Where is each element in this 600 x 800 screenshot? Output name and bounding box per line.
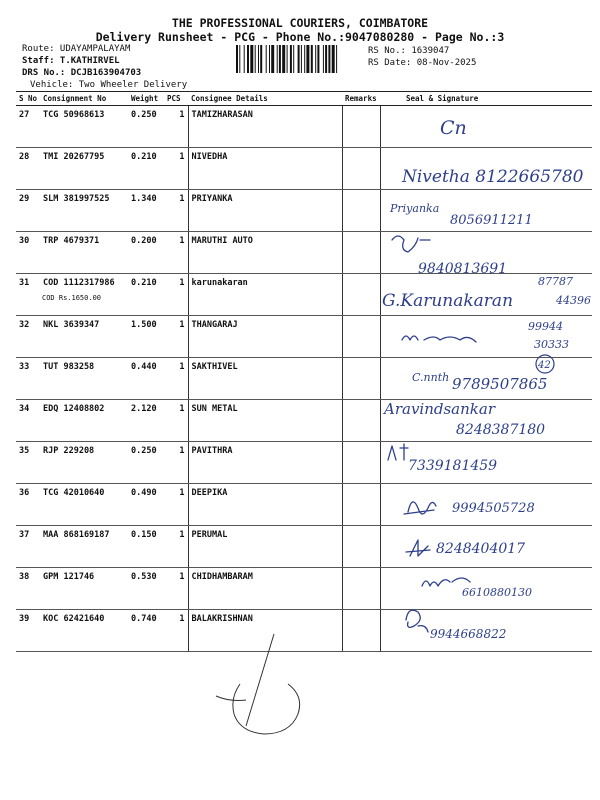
sno-cell: 30 — [16, 232, 40, 274]
sno-cell: 31 — [16, 274, 40, 316]
route-label: Route: UDAYAMPALAYAM — [22, 44, 131, 54]
signature-32-b: 30333 — [534, 338, 569, 351]
signature-27: Cn — [440, 117, 467, 139]
col-consignee: Consignee Details — [188, 92, 342, 106]
sno-cell: 35 — [16, 442, 40, 484]
consignment-cell: KOC 62421640 — [40, 610, 128, 652]
weight-cell: 0.200 — [128, 232, 164, 274]
signature-34-name: Aravindsankar — [384, 400, 495, 418]
sno-cell: 37 — [16, 526, 40, 568]
sno-cell: 36 — [16, 484, 40, 526]
signature-34-phone: 8248387180 — [456, 422, 546, 438]
consignee-cell: PRIYANKA — [188, 190, 342, 232]
signature-31-name: G.Karunakaran — [382, 291, 514, 311]
weight-cell: 0.530 — [128, 568, 164, 610]
pcs-cell: 1 — [164, 274, 188, 316]
signature-36-phone: 9994505728 — [452, 501, 535, 516]
pcs-cell: 1 — [164, 400, 188, 442]
signature-30-scribble — [392, 236, 430, 252]
consignee-cell: BALAKRISHNAN — [188, 610, 342, 652]
consignee-cell: SUN METAL — [188, 400, 342, 442]
weight-cell: 0.250 — [128, 442, 164, 484]
signature-38-scribble — [422, 578, 470, 586]
consignment-cell: TRP 4679371 — [40, 232, 128, 274]
pcs-cell: 1 — [164, 358, 188, 400]
col-remarks: Remarks — [342, 92, 380, 106]
runsheet-subtitle: Delivery Runsheet - PCG - Phone No.:9047080280 - Page No.:3 — [95, 30, 505, 44]
staff-label: Staff: T.KATHIRVEL — [22, 56, 120, 66]
consignment-cell: GPM 121746 — [40, 568, 128, 610]
signature-28: Nivetha 8122665780 — [402, 167, 584, 187]
cod-amount: COD Rs.1650.00 — [42, 294, 102, 302]
col-sno: S No — [16, 92, 40, 106]
signature-36-scribble — [404, 502, 436, 514]
consignee-cell: karunakaran — [188, 274, 342, 316]
faint-seal-stamp — [196, 630, 316, 740]
signature-39-scribble — [406, 610, 428, 632]
signature-32-a: 99944 — [528, 320, 563, 333]
consignment-number: COD 1112317986 — [43, 278, 115, 288]
weight-cell: 0.250 — [128, 106, 164, 148]
sno-cell: 29 — [16, 190, 40, 232]
consignee-cell: THANGARAJ — [188, 316, 342, 358]
consignee-cell: PAVITHRA — [188, 442, 342, 484]
signature-31-c: 44396 — [556, 294, 591, 307]
pcs-cell: 1 — [164, 484, 188, 526]
signature-33-phone: 9789507865 — [452, 375, 548, 393]
weight-cell: 0.210 — [128, 274, 164, 316]
consignment-cell: NKL 3639347 — [40, 316, 128, 358]
rs-date-label: RS Date: 08-Nov-2025 — [368, 58, 477, 68]
col-weight: Weight — [128, 92, 164, 106]
sno-cell: 27 — [16, 106, 40, 148]
signature-35-scribble — [388, 444, 408, 460]
pcs-cell: 1 — [164, 568, 188, 610]
weight-cell: 0.490 — [128, 484, 164, 526]
sno-cell: 32 — [16, 316, 40, 358]
drs-label: DRS No.: DCJB163904703 — [22, 68, 142, 78]
consignee-cell: TAMIZHARASAN — [188, 106, 342, 148]
pcs-cell: 1 — [164, 106, 188, 148]
signature-37-phone: 8248404017 — [436, 541, 526, 557]
consignee-cell: CHIDHAMBARAM — [188, 568, 342, 610]
weight-cell: 2.120 — [128, 400, 164, 442]
consignment-cell: TUT 983258 — [40, 358, 128, 400]
signature-33-a: C.nnth — [412, 371, 450, 384]
col-pcs: PCS — [164, 92, 188, 106]
weight-cell: 0.150 — [128, 526, 164, 568]
pcs-cell: 1 — [164, 442, 188, 484]
sno-cell: 34 — [16, 400, 40, 442]
signature-32-scribble — [402, 336, 476, 342]
consignment-cell: RJP 229208 — [40, 442, 128, 484]
signature-29-name: Priyanka — [390, 202, 440, 215]
signature-37-scribble — [406, 540, 430, 556]
sno-cell: 39 — [16, 610, 40, 652]
pcs-cell: 1 — [164, 526, 188, 568]
signature-30-phone: 9840813691 — [418, 261, 508, 277]
consignee-cell: NIVEDHA — [188, 148, 342, 190]
signature-38-phone: 6610880130 — [462, 586, 532, 599]
pcs-cell: 1 — [164, 610, 188, 652]
consignee-cell: PERUMAL — [188, 526, 342, 568]
sno-cell: 33 — [16, 358, 40, 400]
signature-31-a: 87787 — [538, 275, 573, 288]
consignee-cell: SAKTHIVEL — [188, 358, 342, 400]
signature-39-phone: 9944668822 — [430, 627, 507, 641]
weight-cell: 0.440 — [128, 358, 164, 400]
consignment-cell: EDQ 12408802 — [40, 400, 128, 442]
company-title: THE PROFESSIONAL COURIERS, COIMBATORE — [171, 16, 429, 30]
weight-cell: 0.210 — [128, 148, 164, 190]
pcs-cell: 1 — [164, 190, 188, 232]
weight-cell: 1.340 — [128, 190, 164, 232]
consignment-cell: TMI 20267795 — [40, 148, 128, 190]
signature-33-c: 42 — [538, 360, 551, 371]
consignment-cell: TCG 50968613 — [40, 106, 128, 148]
sno-cell: 38 — [16, 568, 40, 610]
col-consignment: Consignment No — [40, 92, 128, 106]
consignee-cell: MARUTHI AUTO — [188, 232, 342, 274]
weight-cell: 1.500 — [128, 316, 164, 358]
consignment-cell: TCG 42010640 — [40, 484, 128, 526]
consignee-cell: DEEPIKA — [188, 484, 342, 526]
consignment-cell: MAA 868169187 — [40, 526, 128, 568]
pcs-cell: 1 — [164, 316, 188, 358]
signature-35-phone: 7339181459 — [408, 458, 498, 474]
rs-no-label: RS No.: 1639047 — [368, 46, 450, 56]
pcs-cell: 1 — [164, 232, 188, 274]
col-signature: Seal & Signature — [380, 92, 592, 106]
consignment-cell: SLM 381997525 — [40, 190, 128, 232]
sno-cell: 28 — [16, 148, 40, 190]
vehicle-label: Vehicle: Two Wheeler Delivery — [30, 80, 188, 90]
weight-cell: 0.740 — [128, 610, 164, 652]
signature-29-phone: 8056911211 — [450, 213, 533, 228]
pcs-cell: 1 — [164, 148, 188, 190]
